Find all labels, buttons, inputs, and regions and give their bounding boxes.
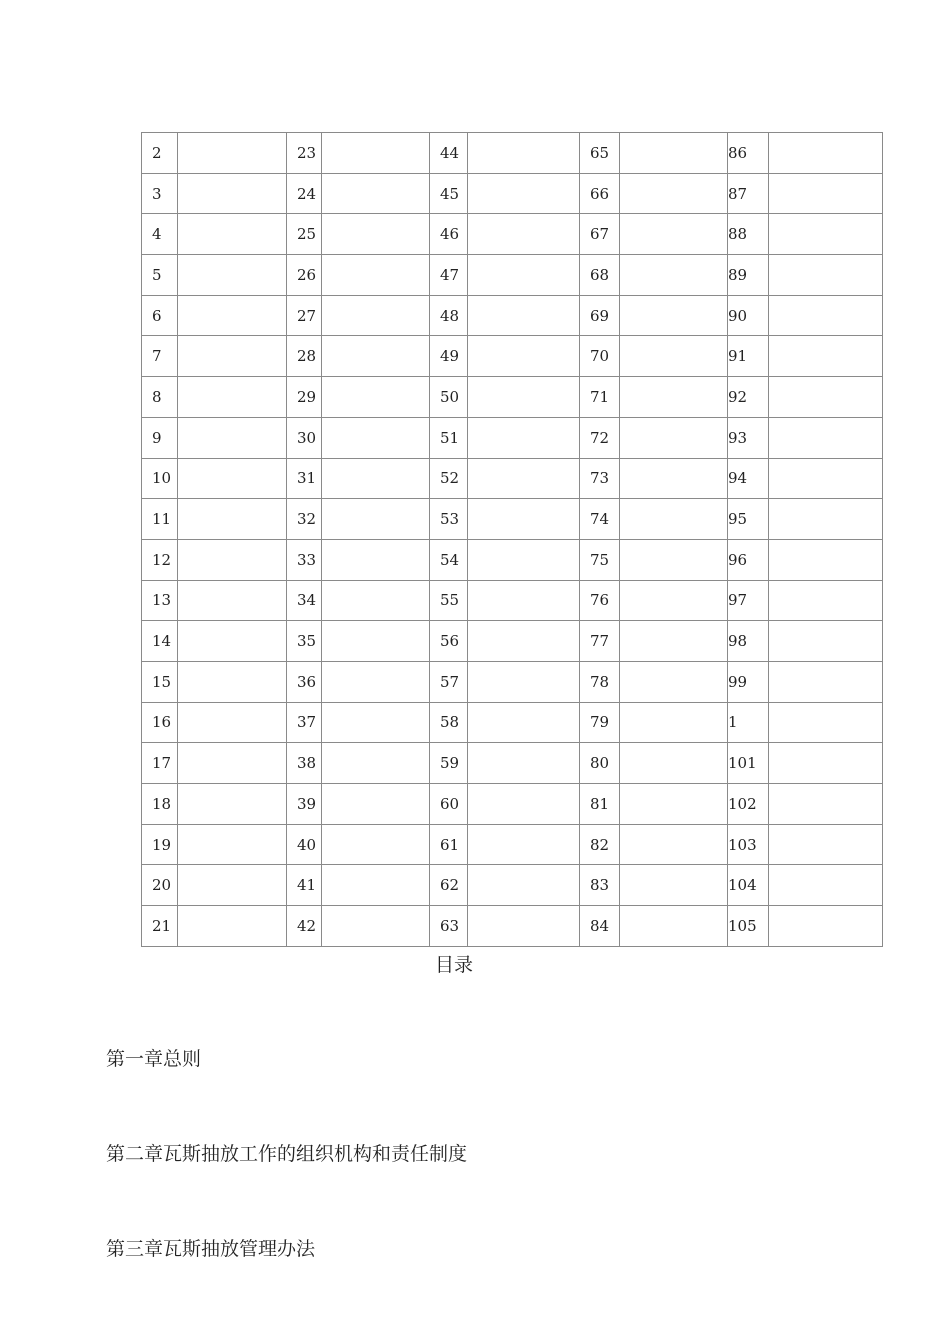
index-blank-cell [620, 133, 728, 174]
index-blank-cell [178, 906, 287, 947]
toc-chapter-1: 第一章总则 [106, 1048, 202, 1070]
index-number-cell: 61 [430, 824, 468, 865]
index-blank-cell [322, 621, 430, 662]
index-number-cell: 19 [142, 824, 178, 865]
index-blank-cell [769, 906, 883, 947]
index-number-cell: 26 [287, 255, 322, 296]
table-row [142, 702, 883, 743]
index-blank-cell [468, 702, 580, 743]
index-number-cell: 6 [142, 295, 178, 336]
index-number-cell: 27 [287, 295, 322, 336]
index-blank-cell [769, 458, 883, 499]
table-row [142, 295, 883, 336]
index-number-cell: 40 [287, 824, 322, 865]
index-blank-cell [322, 784, 430, 825]
index-blank-cell [178, 133, 287, 174]
index-number-cell: 28 [287, 336, 322, 377]
index-number-cell: 76 [580, 580, 620, 621]
index-number-cell: 101 [728, 743, 769, 784]
index-number-cell: 91 [728, 336, 769, 377]
index-blank-cell [769, 499, 883, 540]
index-number-cell: 15 [142, 661, 178, 702]
index-blank-cell [468, 539, 580, 580]
index-number-cell: 75 [580, 539, 620, 580]
index-number-cell: 47 [430, 255, 468, 296]
index-blank-cell [322, 214, 430, 255]
table-row [142, 417, 883, 458]
table-row [142, 580, 883, 621]
index-blank-cell [178, 255, 287, 296]
index-blank-cell [468, 621, 580, 662]
index-blank-cell [322, 336, 430, 377]
index-number-cell: 24 [287, 173, 322, 214]
index-number-cell: 96 [728, 539, 769, 580]
index-number-cell: 29 [287, 377, 322, 418]
index-blank-cell [620, 661, 728, 702]
index-number-cell: 45 [430, 173, 468, 214]
index-number-cell: 42 [287, 906, 322, 947]
index-number-cell: 5 [142, 255, 178, 296]
index-blank-cell [769, 377, 883, 418]
index-blank-cell [178, 743, 287, 784]
index-number-cell: 20 [142, 865, 178, 906]
index-blank-cell [178, 214, 287, 255]
index-blank-cell [769, 580, 883, 621]
index-blank-cell [620, 417, 728, 458]
index-blank-cell [178, 661, 287, 702]
table-row [142, 499, 883, 540]
index-number-cell: 9 [142, 417, 178, 458]
index-blank-cell [178, 173, 287, 214]
index-blank-cell [322, 377, 430, 418]
index-blank-cell [322, 580, 430, 621]
index-blank-cell [620, 865, 728, 906]
table-row [142, 824, 883, 865]
index-blank-cell [178, 784, 287, 825]
index-number-cell: 73 [580, 458, 620, 499]
index-blank-cell [322, 824, 430, 865]
index-number-cell: 54 [430, 539, 468, 580]
index-blank-cell [322, 133, 430, 174]
index-blank-cell [322, 906, 430, 947]
index-blank-cell [178, 580, 287, 621]
index-number-cell: 94 [728, 458, 769, 499]
index-blank-cell [468, 417, 580, 458]
index-number-cell: 93 [728, 417, 769, 458]
index-number-cell: 79 [580, 702, 620, 743]
index-blank-cell [178, 702, 287, 743]
index-number-cell: 70 [580, 336, 620, 377]
index-number-cell: 34 [287, 580, 322, 621]
index-blank-cell [769, 295, 883, 336]
index-number-cell: 66 [580, 173, 620, 214]
table-row [142, 621, 883, 662]
index-blank-cell [468, 173, 580, 214]
toc-title: 目录 [434, 954, 473, 976]
index-blank-cell [620, 458, 728, 499]
index-number-cell: 74 [580, 499, 620, 540]
index-blank-cell [178, 499, 287, 540]
index-blank-cell [620, 295, 728, 336]
index-blank-cell [468, 133, 580, 174]
index-blank-cell [769, 743, 883, 784]
index-blank-cell [769, 336, 883, 377]
index-number-cell: 4 [142, 214, 178, 255]
index-number-cell: 59 [430, 743, 468, 784]
index-number-cell: 49 [430, 336, 468, 377]
index-number-cell: 97 [728, 580, 769, 621]
index-number-cell: 44 [430, 133, 468, 174]
index-blank-cell [620, 621, 728, 662]
index-number-cell: 78 [580, 661, 620, 702]
index-blank-cell [468, 580, 580, 621]
index-blank-cell [620, 702, 728, 743]
index-number-cell: 23 [287, 133, 322, 174]
index-number-cell: 90 [728, 295, 769, 336]
index-blank-cell [769, 702, 883, 743]
index-number-cell: 11 [142, 499, 178, 540]
index-blank-cell [322, 743, 430, 784]
index-table-body [142, 133, 883, 947]
table-row [142, 377, 883, 418]
table-row [142, 173, 883, 214]
table-row [142, 458, 883, 499]
table-row [142, 743, 883, 784]
index-number-cell: 7 [142, 336, 178, 377]
index-number-cell: 82 [580, 824, 620, 865]
index-number-cell: 16 [142, 702, 178, 743]
index-number-cell: 87 [728, 173, 769, 214]
index-number-cell: 36 [287, 661, 322, 702]
index-number-cell: 68 [580, 255, 620, 296]
index-number-cell: 50 [430, 377, 468, 418]
index-number-cell: 1 [728, 702, 769, 743]
index-blank-cell [322, 539, 430, 580]
index-number-cell: 31 [287, 458, 322, 499]
index-blank-cell [322, 458, 430, 499]
index-blank-cell [322, 295, 430, 336]
index-number-cell: 83 [580, 865, 620, 906]
index-blank-cell [620, 784, 728, 825]
index-number-cell: 67 [580, 214, 620, 255]
index-number-cell: 3 [142, 173, 178, 214]
toc-chapter-2: 第二章瓦斯抽放工作的组织机构和责任制度 [106, 1143, 468, 1165]
index-blank-cell [620, 173, 728, 214]
index-number-cell: 81 [580, 784, 620, 825]
index-blank-cell [468, 295, 580, 336]
index-blank-cell [769, 661, 883, 702]
index-number-cell: 86 [728, 133, 769, 174]
index-blank-cell [468, 865, 580, 906]
index-number-cell: 12 [142, 539, 178, 580]
index-blank-cell [322, 417, 430, 458]
index-blank-cell [468, 255, 580, 296]
index-number-cell: 62 [430, 865, 468, 906]
index-blank-cell [468, 906, 580, 947]
index-number-cell: 92 [728, 377, 769, 418]
index-blank-cell [620, 214, 728, 255]
index-number-cell: 98 [728, 621, 769, 662]
index-number-cell: 8 [142, 377, 178, 418]
index-blank-cell [769, 133, 883, 174]
index-blank-cell [620, 336, 728, 377]
index-blank-cell [769, 255, 883, 296]
index-number-cell: 89 [728, 255, 769, 296]
index-blank-cell [769, 539, 883, 580]
table-row [142, 133, 883, 174]
index-number-cell: 25 [287, 214, 322, 255]
index-blank-cell [620, 906, 728, 947]
index-table [141, 132, 883, 947]
index-blank-cell [769, 621, 883, 662]
index-blank-cell [468, 784, 580, 825]
index-number-cell: 104 [728, 865, 769, 906]
index-blank-cell [178, 336, 287, 377]
index-number-cell: 21 [142, 906, 178, 947]
index-number-cell: 18 [142, 784, 178, 825]
index-number-cell: 38 [287, 743, 322, 784]
index-blank-cell [178, 377, 287, 418]
index-blank-cell [620, 743, 728, 784]
index-number-cell: 65 [580, 133, 620, 174]
index-blank-cell [322, 499, 430, 540]
index-blank-cell [620, 824, 728, 865]
index-number-cell: 17 [142, 743, 178, 784]
index-number-cell: 55 [430, 580, 468, 621]
table-row [142, 661, 883, 702]
index-blank-cell [178, 295, 287, 336]
index-number-cell: 57 [430, 661, 468, 702]
index-blank-cell [620, 499, 728, 540]
index-number-cell: 32 [287, 499, 322, 540]
index-number-cell: 13 [142, 580, 178, 621]
index-blank-cell [468, 499, 580, 540]
index-blank-cell [769, 173, 883, 214]
index-blank-cell [322, 173, 430, 214]
index-number-cell: 71 [580, 377, 620, 418]
index-number-cell: 56 [430, 621, 468, 662]
index-number-cell: 105 [728, 906, 769, 947]
index-number-cell: 30 [287, 417, 322, 458]
index-blank-cell [468, 743, 580, 784]
index-number-cell: 10 [142, 458, 178, 499]
index-number-cell: 103 [728, 824, 769, 865]
index-blank-cell [468, 458, 580, 499]
index-blank-cell [620, 539, 728, 580]
index-number-cell: 80 [580, 743, 620, 784]
index-number-cell: 72 [580, 417, 620, 458]
table-row [142, 865, 883, 906]
toc-chapter-3: 第三章瓦斯抽放管理办法 [106, 1238, 316, 1260]
index-blank-cell [322, 865, 430, 906]
index-blank-cell [322, 702, 430, 743]
table-row [142, 255, 883, 296]
index-blank-cell [620, 580, 728, 621]
index-number-cell: 46 [430, 214, 468, 255]
index-blank-cell [769, 214, 883, 255]
index-blank-cell [620, 377, 728, 418]
index-number-cell: 37 [287, 702, 322, 743]
index-number-cell: 63 [430, 906, 468, 947]
table-row [142, 784, 883, 825]
index-number-cell: 39 [287, 784, 322, 825]
index-blank-cell [769, 784, 883, 825]
index-blank-cell [322, 255, 430, 296]
index-number-cell: 95 [728, 499, 769, 540]
index-blank-cell [468, 661, 580, 702]
index-blank-cell [468, 824, 580, 865]
table-row [142, 539, 883, 580]
index-blank-cell [769, 865, 883, 906]
index-blank-cell [769, 417, 883, 458]
index-number-cell: 58 [430, 702, 468, 743]
index-number-cell: 33 [287, 539, 322, 580]
index-blank-cell [178, 865, 287, 906]
index-blank-cell [178, 417, 287, 458]
index-blank-cell [769, 824, 883, 865]
index-number-cell: 99 [728, 661, 769, 702]
index-blank-cell [178, 824, 287, 865]
index-blank-cell [620, 255, 728, 296]
index-number-cell: 69 [580, 295, 620, 336]
index-number-cell: 88 [728, 214, 769, 255]
index-number-cell: 52 [430, 458, 468, 499]
index-blank-cell [178, 621, 287, 662]
index-number-cell: 60 [430, 784, 468, 825]
index-number-cell: 51 [430, 417, 468, 458]
index-number-cell: 41 [287, 865, 322, 906]
index-blank-cell [178, 539, 287, 580]
index-blank-cell [468, 377, 580, 418]
index-number-cell: 14 [142, 621, 178, 662]
table-row [142, 214, 883, 255]
index-number-cell: 102 [728, 784, 769, 825]
index-number-cell: 84 [580, 906, 620, 947]
index-number-cell: 77 [580, 621, 620, 662]
index-number-cell: 2 [142, 133, 178, 174]
index-blank-cell [468, 336, 580, 377]
index-number-cell: 35 [287, 621, 322, 662]
index-number-cell: 53 [430, 499, 468, 540]
index-blank-cell [178, 458, 287, 499]
table-row [142, 336, 883, 377]
index-number-cell: 48 [430, 295, 468, 336]
table-row [142, 906, 883, 947]
index-blank-cell [468, 214, 580, 255]
index-blank-cell [322, 661, 430, 702]
